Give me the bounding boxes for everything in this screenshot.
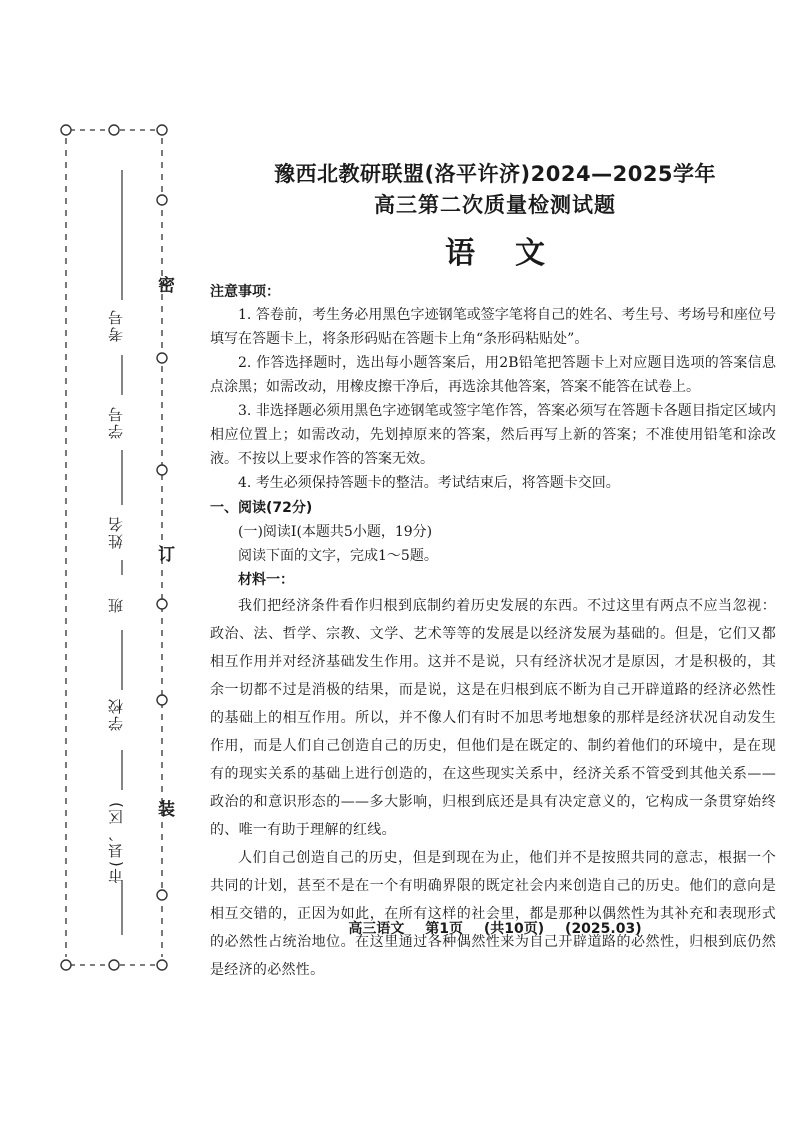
seal-mark-zhuang: 装 xyxy=(154,800,174,817)
footer-page: 第1页 xyxy=(425,921,464,937)
notice-item-1: 1. 答卷前，考生务必用黑色字迹钢笔或签字笔将自己的姓名、考生号、考场号和座位号填写在答题卡上，将条形码贴在答题卡上角“条形码粘贴处”。 xyxy=(210,307,776,347)
material-label: 材料一： xyxy=(238,572,294,588)
exam-content xyxy=(210,281,776,984)
binding-margin xyxy=(0,0,200,1133)
notice-heading: 注意事项： xyxy=(210,284,280,300)
footer-date: (2025.03) xyxy=(565,921,642,937)
subsection-heading: (一)阅读Ⅰ(本题共5小题，19分) xyxy=(238,524,433,540)
reading-instruction: 阅读下面的文字，完成1～5题。 xyxy=(238,548,438,564)
field-label-school: 学校 xyxy=(107,697,125,731)
exam-header xyxy=(215,160,775,274)
field-label-city-county: 市(县、区) xyxy=(107,800,125,884)
notice-item-3: 3. 非选择题必须用黑色字迹钢笔或签字笔作答，答案必须写在答题卡各题目指定区域内相应位置上；如需改动，先划掉原来的答案，然后再写上新的答案；不准使用铅笔和涂改液。不按以上要求作答的答案无效。 xyxy=(210,403,776,467)
page-footer xyxy=(215,918,775,938)
subject-title: 语文 xyxy=(445,236,585,271)
exam-title-line2: 高三第二次质量检测试题 xyxy=(374,193,616,217)
cut-line-graphic xyxy=(0,0,200,1133)
footer-total-pages: (共10页) xyxy=(483,921,545,937)
field-label-exam-number: 考号 xyxy=(107,308,125,342)
seal-mark-ding: 订 xyxy=(154,545,174,562)
passage-paragraph-2: 人们自己创造自己的历史，但是到现在为止，他们并不是按照共同的意志，根据一个共同的计划，甚至不是在一个有明确界限的既定社会内来创造自己的历史。他们的意向是相互交错的，正因为如此，在所有这样的社会里，都是那种以偶然性为其补充和表现形式的必然性占统治地位。在这里通过各种偶然性来为自己开辟道路的必然性，归根到底仍然是经济的必然性。 xyxy=(210,850,776,978)
notice-item-4: 4. 考生必须保持答题卡的整洁。考试结束后，将答题卡交回。 xyxy=(238,475,620,491)
passage-paragraph-1: 我们把经济条件看作归根到底制约着历史发展的东西。不过这里有两点不应当忽视：政治、法、哲学、宗教、文学、艺术等等的发展是以经济发展为基础的。但是，它们又都相互作用并对经济基础发生作用。这并不是说，只有经济状况才是原因，才是积极的，其余一切都不过是消极的结果，而是说，这是在归根到底不断为自己开辟道路的经济必然性的基础上的相互作用。所以，并不像人们有时不加思考地想象的那样是经济状况自动发生作用，而是人们自己创造自己的历史，但他们是在既定的、制约着他们的环境中，是在现有的现实关系的基础上进行创造的，在这些现实关系中，经济关系不管受到其他关系——政治的和意识形态的——多大影响，归根到底还是具有决定意义的，它构成一条贯穿始终的、唯一有助于理解的红线。 xyxy=(210,598,776,838)
footer-course: 高三语文 xyxy=(348,921,405,937)
exam-title-line1: 豫西北教研联盟(洛平许济)2024—2025学年 xyxy=(273,162,717,186)
field-label-student-number: 学号 xyxy=(107,405,125,439)
notice-item-2: 2. 作答选择题时，选出每小题答案后，用2B铅笔把答题卡上对应题目选项的答案信息点涂黑；如需改动，用橡皮擦干净后，再选涂其他答案，答案不能答在试卷上。 xyxy=(210,355,776,395)
field-label-name: 姓名 xyxy=(107,515,125,549)
field-label-class: 班 xyxy=(107,596,125,613)
seal-mark-mi: 密 xyxy=(154,276,174,293)
section-heading: 一、阅读(72分) xyxy=(210,500,313,516)
